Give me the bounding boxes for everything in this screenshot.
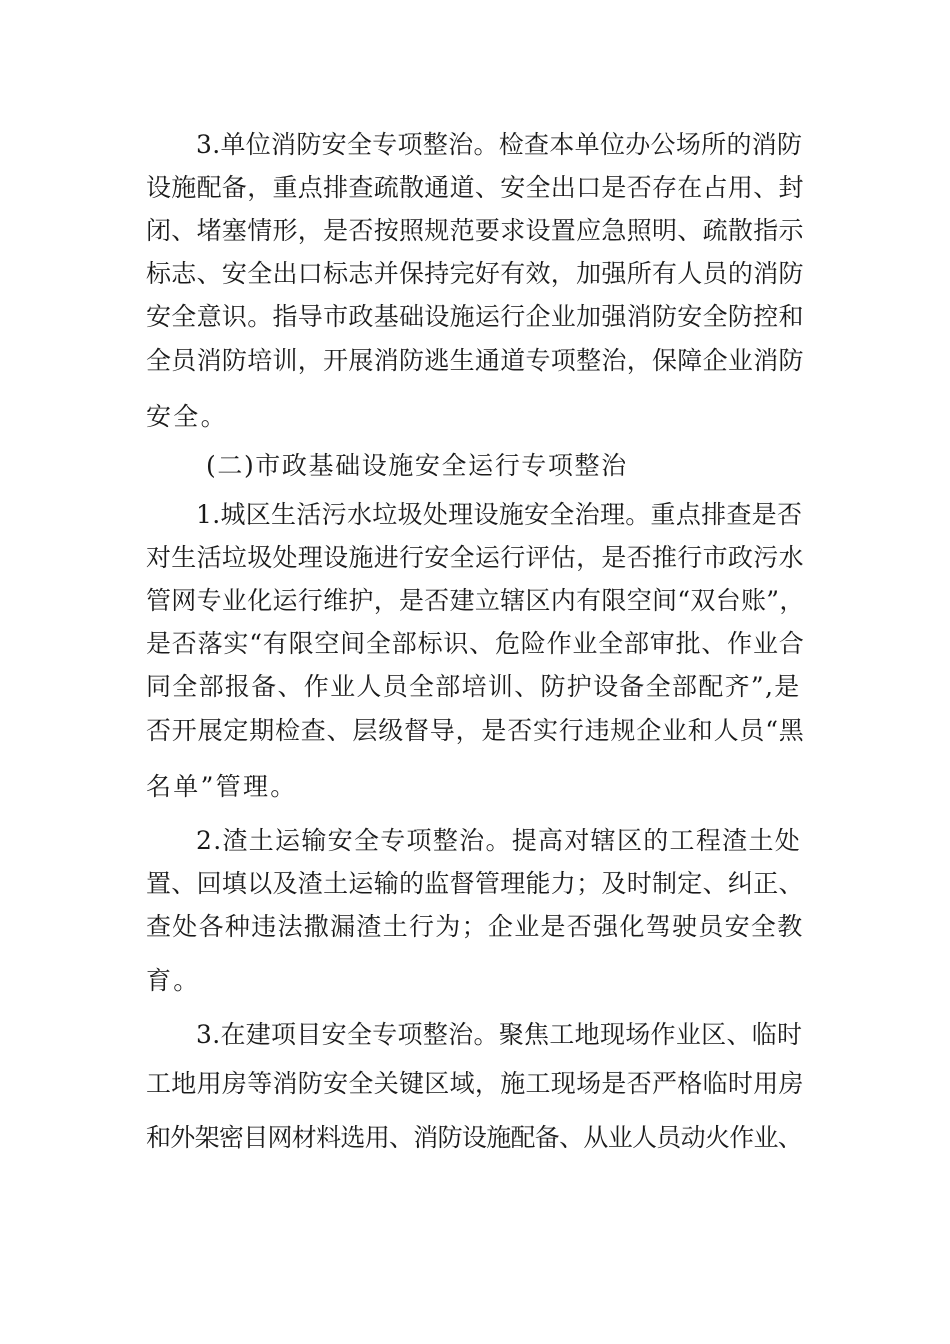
paragraph-line: 1.城区生活污水垃圾处理设施安全治理。重点排查是否 <box>196 500 803 529</box>
paragraph-line: 设施配备，重点排查疏散通道、安全出口是否存在占用、封 <box>146 173 804 202</box>
paragraph-line: 管网专业化运行维护，是否建立辖区内有限空间“双台账”， <box>146 586 805 615</box>
paragraph-line: 安全。 <box>146 402 228 431</box>
paragraph-line: 2.渣土运输安全专项整治。提高对辖区的工程渣土处 <box>196 826 802 855</box>
paragraph-line: 否开展定期检查、层级督导，是否实行违规企业和人员“黑 <box>146 716 805 745</box>
paragraph-line: 3.在建项目安全专项整治。聚焦工地现场作业区、临时 <box>196 1020 803 1049</box>
paragraph-line: 标志、安全出口标志并保持完好有效，加强所有人员的消防 <box>146 259 804 288</box>
paragraph-line: 闭、堵塞情形，是否按照规范要求设置应急照明、疏散指示 <box>146 216 804 245</box>
section-heading: (二)市政基础设施安全运行专项整治 <box>206 451 628 480</box>
paragraph-line: 同全部报备、作业人员全部培训、防护设备全部配齐”,是 <box>146 672 801 701</box>
paragraph-line: 置、回填以及渣土运输的监督管理能力；及时制定、纠正、 <box>146 869 804 898</box>
paragraph-line: 育。 <box>146 966 201 995</box>
paragraph-line: 工地用房等消防安全关键区域，施工现场是否严格临时用房 <box>146 1069 804 1098</box>
paragraph-line: 全员消防培训，开展消防逃生通道专项整治，保障企业消防 <box>146 346 804 375</box>
paragraph-line: 查处各种违法撒漏渣土行为；企业是否强化驾驶员安全教 <box>146 912 804 941</box>
paragraph-line: 和外架密目网材料选用、消防设施配备、从业人员动火作业、 <box>146 1123 803 1152</box>
paragraph-line: 3.单位消防安全专项整治。检查本单位办公场所的消防 <box>196 130 803 159</box>
paragraph-line: 名单”管理。 <box>146 772 298 801</box>
paragraph-line: 是否落实“有限空间全部标识、危险作业全部审批、作业合 <box>146 629 805 658</box>
paragraph-line: 安全意识。指导市政基础设施运行企业加强消防安全防控和 <box>146 302 804 331</box>
paragraph-line: 对生活垃圾处理设施进行安全运行评估，是否推行市政污水 <box>146 543 804 572</box>
